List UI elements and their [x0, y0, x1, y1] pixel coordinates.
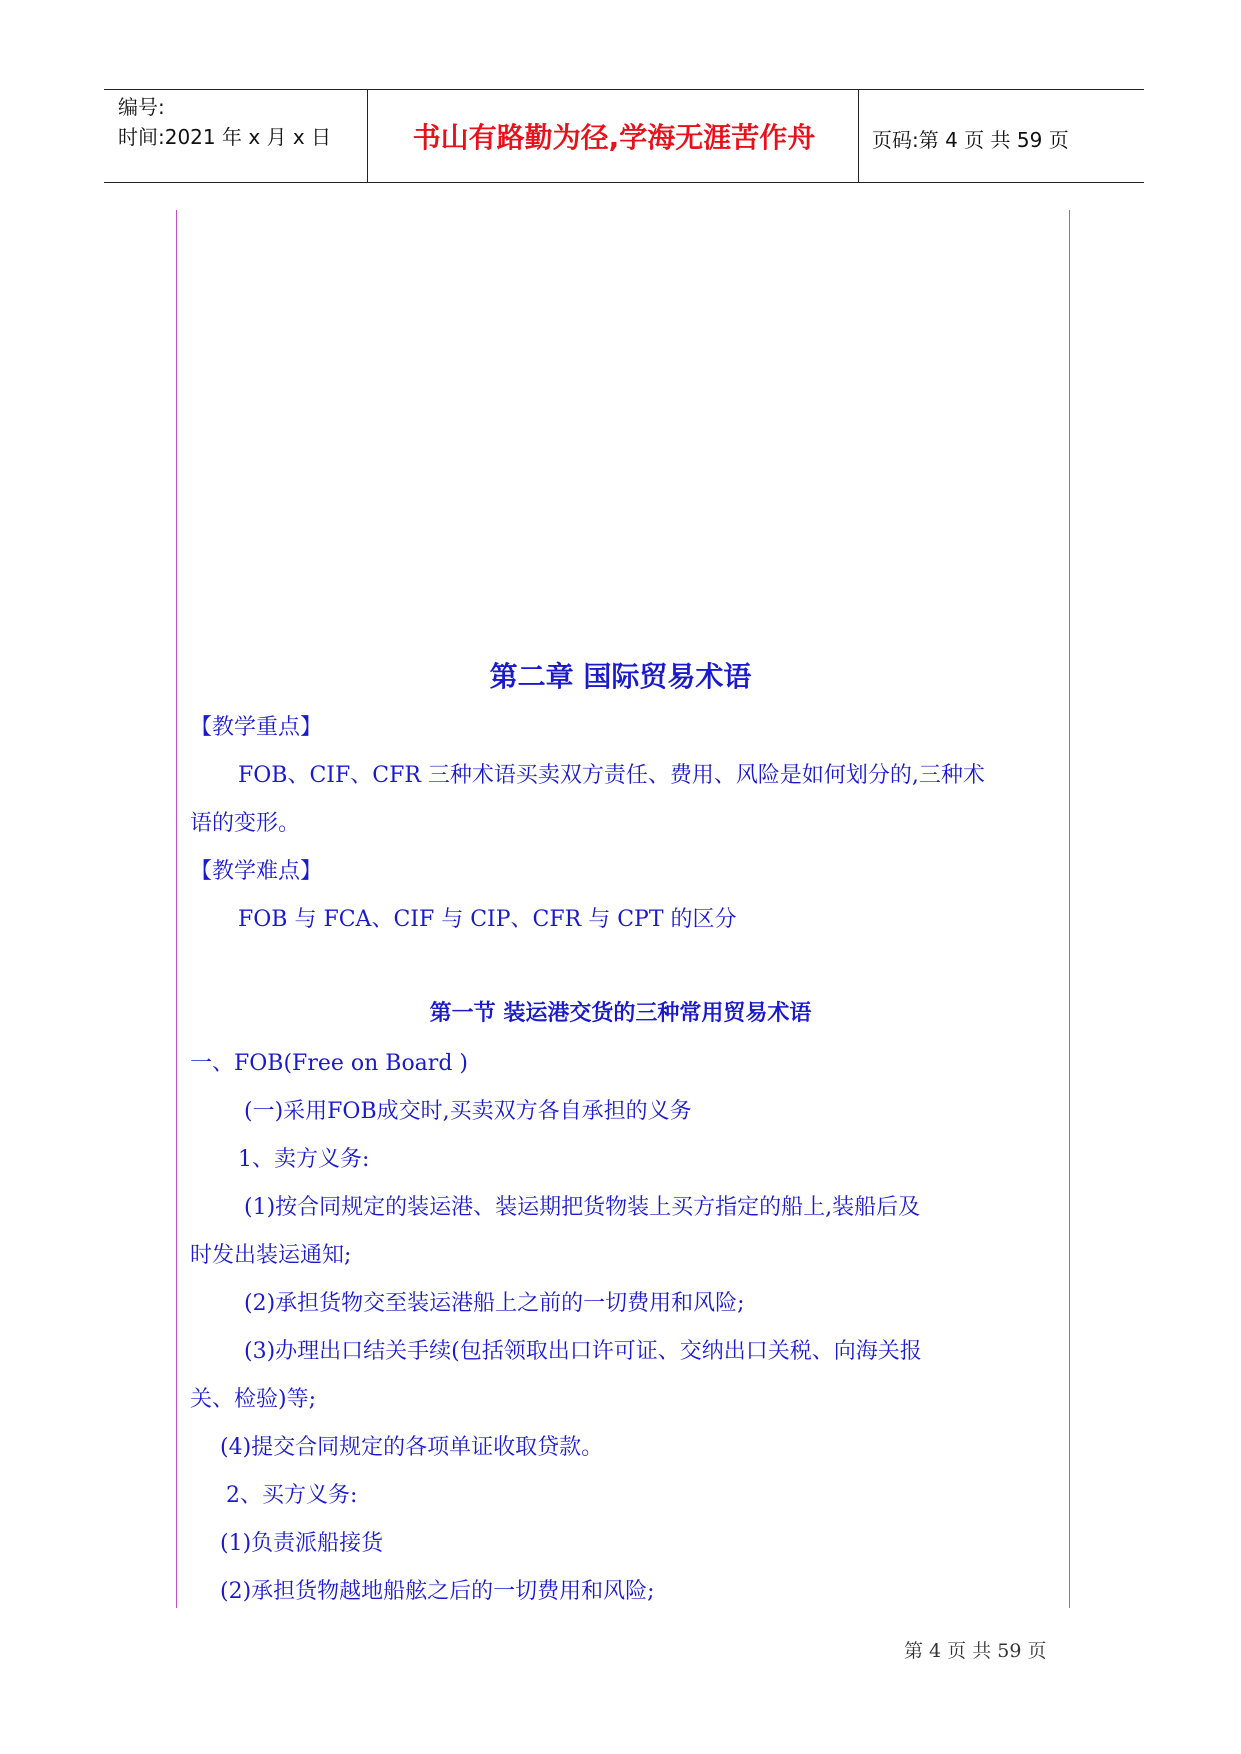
buyer-heading: 2、买方义务:: [226, 1483, 358, 1508]
frame-left-border: [176, 210, 177, 1608]
difficulty-text: FOB 与 FCA、CIF 与 CIP、CFR 与 CPT 的区分: [238, 907, 737, 932]
header-page-info: 页码:第 4 页 共 59 页: [872, 128, 1069, 152]
header-divider-right: [858, 89, 859, 182]
key-points-line: 语的变形。: [190, 811, 301, 836]
header-motto: 书山有路勤为径,学海无涯苦作舟: [412, 121, 816, 154]
frame-right-border: [1069, 210, 1070, 1608]
header-meta: [118, 92, 358, 152]
item-heading: 一、FOB(Free on Board ): [190, 1051, 468, 1076]
header-top-rule: [104, 89, 1144, 90]
header-divider-left: [367, 89, 368, 182]
serial-label: 编号:: [118, 95, 165, 119]
seller-duty: 关、检验)等;: [190, 1387, 316, 1412]
time-label: 时间:2021 年 x 月 x 日: [118, 125, 332, 149]
seller-duty: (3)办理出口结关手续(包括领取出口许可证、交纳出口关税、向海关报: [244, 1339, 922, 1364]
sub-heading: (一)采用FOB成交时,买卖双方各自承担的义务: [244, 1099, 692, 1124]
page-footer: 第 4 页 共 59 页: [904, 1640, 1047, 1662]
difficulty-heading: 【教学难点】: [190, 859, 323, 884]
chapter-title: 第二章 国际贸易术语: [489, 660, 752, 693]
buyer-duty: (1)负责派船接货: [220, 1531, 384, 1556]
seller-duty: (2)承担货物交至装运港船上之前的一切费用和风险;: [244, 1291, 745, 1316]
seller-duty: (4)提交合同规定的各项单证收取贷款。: [220, 1435, 604, 1460]
buyer-duty: (2)承担货物越地船舷之后的一切费用和风险;: [220, 1579, 655, 1604]
seller-duty: (1)按合同规定的装运港、装运期把货物装上买方指定的船上,装船后及: [244, 1195, 921, 1220]
section-title: 第一节 装运港交货的三种常用贸易术语: [429, 1001, 812, 1026]
key-points-line: FOB、CIF、CFR 三种术语买卖双方责任、费用、风险是如何划分的,三种术: [238, 763, 985, 788]
seller-duty: 时发出装运通知;: [190, 1243, 352, 1268]
key-points-heading: 【教学重点】: [190, 715, 323, 740]
header-bottom-rule: [104, 182, 1144, 183]
seller-heading: 1、卖方义务:: [238, 1147, 370, 1172]
